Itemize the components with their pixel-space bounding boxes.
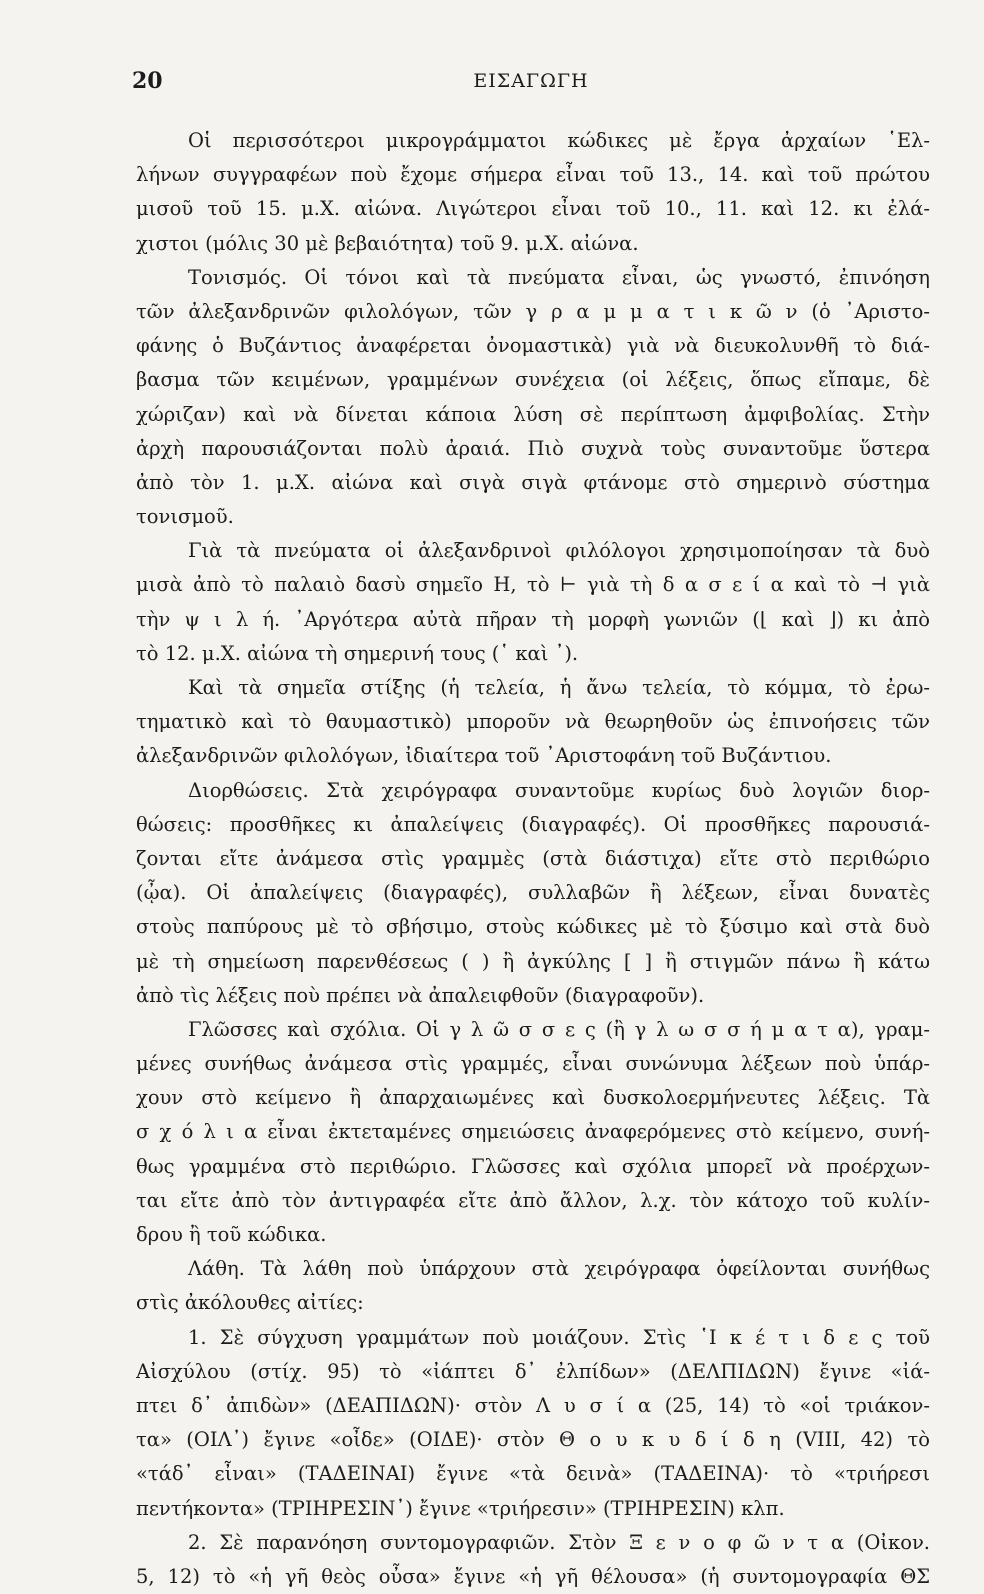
running-title: ΕΙΣΑΓΩΓΗ <box>473 70 589 92</box>
text-line: 1. Σὲ σύγχυση γραμμάτων ποὺ μοιάζουν. Στὶς ῾Ι κ έ τ ι δ ε ς τοῦ <box>188 1325 930 1349</box>
text-line: Αἰσχύλου (στίχ. 95) τὸ «ἰάπτει δ᾿ ἐλπίδων» (ΔΕΛΠΙΔΩΝ) ἔγινε «ἰά- <box>136 1359 930 1383</box>
text-line: ζονται εἴτε ἀνάμεσα στὶς γραμμὲς (στὰ διάστιχα) εἴτε στὸ περιθώριο <box>136 846 930 870</box>
text-line: τα» (ΟΙΛ᾿) ἔγινε «οἶδε» (ΟΙΔΕ)· στὸν Θ ο υ κ υ δ ί δ η (VIII, 42) τὸ <box>136 1428 930 1452</box>
text-line: ται εἴτε ἀπὸ τὸν ἀντιγραφέα εἴτε ἀπὸ ἄλλον, λ.χ. τὸν κάτοχο τοῦ κυλίν- <box>136 1188 930 1212</box>
text-line: Γιὰ τὰ πνεύματα οἱ ἀλεξανδρινοὶ φιλόλογοι χρησιμοποίησαν τὰ δυὸ <box>188 539 930 563</box>
text-line: τηματικὸ καὶ τὸ θαυμαστικὸ) μποροῦν νὰ θεωρηθοῦν ὡς ἐπινοήσεις τῶν <box>136 710 930 734</box>
text-line: τῶν ἀλεξανδρινῶν φιλολόγων, τῶν γ ρ α μ μ α τ ι κ ῶ ν (ὁ ᾿Αριστο- <box>136 299 930 323</box>
text-line: θώσεις: προσθῆκες κι ἀπαλείψεις (διαγραφές). Οἱ προσθῆκες παρουσιά- <box>136 812 930 836</box>
text-line: Τονισμός. Οἱ τόνοι καὶ τὰ πνεύματα εἶναι, ὡς γνωστό, ἐπινόηση <box>188 265 930 289</box>
text-line: Καὶ τὰ σημεῖα στίξης (ἡ τελεία, ἡ ἄνω τελεία, τὸ κόμμα, τὸ ἐρω- <box>188 676 930 699</box>
text-line: Οἱ περισσότεροι μικρογράμματοι κώδικες μὲ ἔργα ἀρχαίων ῾Ελ- <box>188 129 930 152</box>
text-line: βασμα τῶν κειμένων, γραμμένων συνέχεια (οἱ λέξεις, ὅπως εἴπαμε, δὲ <box>136 368 930 392</box>
page-number: 20 <box>132 68 163 94</box>
text-line: «τάδ᾿ εἶναι» (ΤΑΔΕΙΝΑΙ) ἔγινε «τὰ δεινὰ» (ΤΑΔΕΙΝΑ)· τὸ «τριήρεσι <box>136 1462 930 1486</box>
text-line: Λάθη. Τὰ λάθη ποὺ ὑπάρχουν στὰ χειρόγραφα ὀφείλονται συνήθως <box>188 1257 930 1281</box>
text-line: Γλῶσσες καὶ σχόλια. Οἱ γ λ ῶ σ σ ε ς (ἢ γ λ ω σ σ ή μ α τ α), γραμ- <box>188 1017 930 1041</box>
text-line: Διορθώσεις. Στὰ χειρόγραφα συναντοῦμε κυρίως δυὸ λογιῶν διορ- <box>188 778 930 802</box>
text-line: ἀρχὴ παρουσιάζονται πολὺ ἀραιά. Πιὸ συχνὰ τοὺς συναντοῦμε ὕστερα <box>136 436 930 460</box>
text-line: σ χ ό λ ι α εἶναι ἐκτεταμένες σημειώσεις ἀναφερόμενες στὸ κείμενο, συνή- <box>136 1120 930 1144</box>
text-line: μισὰ ἀπὸ τὸ παλαιὸ δασὺ σημεῖο Η, τὸ ⊢ γιὰ τὴ δ α σ ε ί α καὶ τὸ ⊣ γιὰ <box>136 573 930 597</box>
text-line: λήνων συγγραφέων ποὺ ἔχομε σήμερα εἶναι τοῦ 13., 14. καὶ τοῦ πρώτου <box>136 163 930 187</box>
text-line: χώριζαν) καὶ νὰ δίνεται κάποια λύση σὲ περίπτωση ἀμφιβολίας. Στὴν <box>136 402 930 426</box>
text-line: μένες συνήθως ἀνάμεσα στὶς γραμμές, εἶναι συνώνυμα λέξεων ποὺ ὑπάρ- <box>136 1052 930 1076</box>
text-line: 5, 12) τὸ «ἡ γῆ θεὸς οὖσα» ἔγινε «ἡ γῆ θέλουσα» (ἡ συντομογραφία ΘΣ <box>136 1564 930 1588</box>
text-line: στὶς ἀκόλουθες αἰτίες: <box>136 1291 364 1315</box>
text-line: χιστοι (μόλις 30 μὲ βεβαιότητα) τοῦ 9. μ.Χ. αἰώνα. <box>136 231 639 255</box>
page-header <box>132 68 930 108</box>
text-line: (ᾦα). Οἱ ἀπαλείψεις (διαγραφές), συλλαβῶν ἢ λέξεων, εἶναι δυνατὲς <box>136 881 930 905</box>
text-line: ἀπὸ τὶς λέξεις ποὺ πρέπει νὰ ἀπαλειφθοῦν (διαγραφοῦν). <box>136 983 705 1007</box>
body-text <box>136 124 930 1594</box>
text-line: μισοῦ τοῦ 15. μ.Χ. αἰώνα. Λιγώτεροι εἶναι τοῦ 10., 11. καὶ 12. κι ἐλά- <box>136 197 930 221</box>
text-line: ἀλεξανδρινῶν φιλολόγων, ἰδιαίτερα τοῦ ᾿Αριστοφάνη τοῦ Βυζάντιου. <box>136 744 832 768</box>
text-line: μὲ τὴ σημείωση παρενθέσεως ( ) ἢ ἀγκύλης [ ] ἢ στιγμῶν πάνω ἢ κάτω <box>136 949 930 973</box>
text-line: θως γραμμένα στὸ περιθώριο. Γλῶσσες καὶ σχόλια μπορεῖ νὰ προέρχων- <box>136 1154 930 1178</box>
text-line: πεντήκοντα» (ΤΡΙΗΡΕΣΙΝ᾿) ἔγινε «τριήρεσιν» (ΤΡΙΗΡΕΣΙΝ) κλπ. <box>136 1496 785 1520</box>
text-line: δρου ἢ τοῦ κώδικα. <box>136 1223 327 1246</box>
text-line: 2. Σὲ παρανόηση συντομογραφιῶν. Στὸν Ξ ε ν ο φ ῶ ν τ α (Οἰκον. <box>188 1530 930 1554</box>
text-line: τὸ 12. μ.Χ. αἰώνα τὴ σημερινή τους (῾ καὶ ᾿). <box>136 641 579 665</box>
text-line: στοὺς παπύρους μὲ τὸ σβήσιμο, στοὺς κώδικες μὲ τὸ ξύσιμο καὶ στὰ δυὸ <box>136 915 930 939</box>
text-line: ἀπὸ τὸν 1. μ.Χ. αἰώνα καὶ σιγὰ σιγὰ φτάνομε στὸ σημερινὸ σύστημα <box>136 470 930 494</box>
text-line: τὴν ψ ι λ ή. ᾿Αργότερα αὐτὰ πῆραν τὴ μορφὴ γωνιῶν (⌊ καὶ ⌋) κι ἀπὸ <box>136 607 930 631</box>
text-line: τονισμοῦ. <box>136 505 234 529</box>
text-line: φάνης ὁ Βυζάντιος ἀναφέρεται ὀνομαστικὰ) γιὰ νὰ διευκολυνθῆ τὸ διά- <box>136 334 930 358</box>
text-line: χουν στὸ κείμενο ἢ ἀπαρχαιωμένες καὶ δυσκολοερμήνευτες λέξεις. Τὰ <box>136 1086 930 1110</box>
text-line: πτει δ᾿ ἀπιδὼν» (ΔΕΑΠΙΔΩΝ)· στὸν Λ υ σ ί α (25, 14) τὸ «οἱ τριάκον- <box>136 1393 930 1417</box>
